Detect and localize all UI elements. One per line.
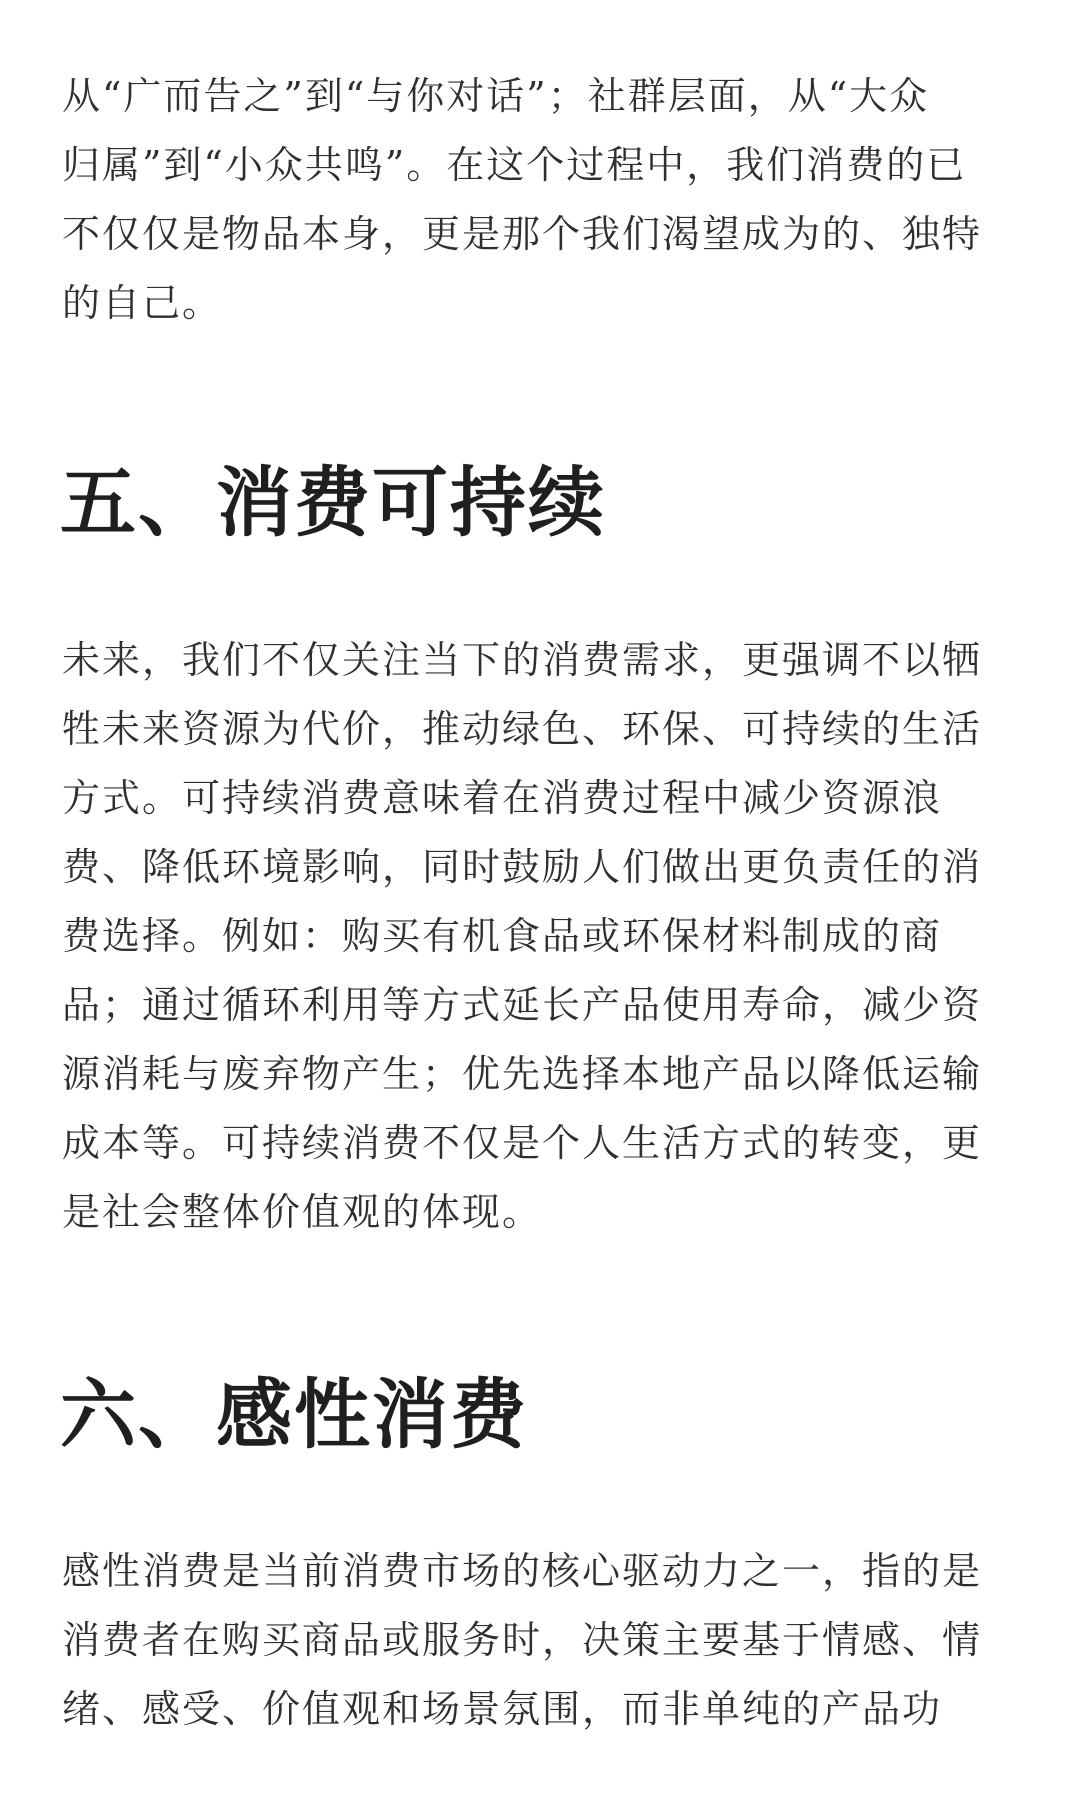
section-heading-sustainable-consumption: 五、消费可持续 [60,458,606,547]
section-heading-emotional-consumption: 六、感性消费 [60,1370,528,1459]
sustainable-consumption-paragraph: 未来，我们不仅关注当下的消费需求，更强调不以牺 牲未来资源为代价，推动绿色、环保、可持续的生活 方式。可持续消费意味着在消费过程中减少资源浪 费、降低环境影响，同时鼓励人们做出更负责任的消 费选择。例如：购买有机食品或环保材料制成的商 品；通过循环利用等方式延长产品使用寿命，减少资 源消耗与废弃物产生；优先选择本地产品以降低运输 成本等。可持续消费不仅是个人生活方式的转变，更 是社会整体价值观的体现。 [62,638,983,1234]
emotional-consumption-paragraph: 感性消费是当前消费市场的核心驱动力之一，指的是 消费者在购买商品或服务时，决策主要基于情感、情 绪、感受、价值观和场景氛围，而非单纯的产品功 [62,1549,983,1731]
intro-paragraph: 从“广而告之”到“与你对话”；社群层面，从“大众 归属”到“小众共鸣”。在这个过程中，我们消费的已 不仅仅是物品本身，更是那个我们渴望成为的、独特 的自己。 [62,74,983,325]
